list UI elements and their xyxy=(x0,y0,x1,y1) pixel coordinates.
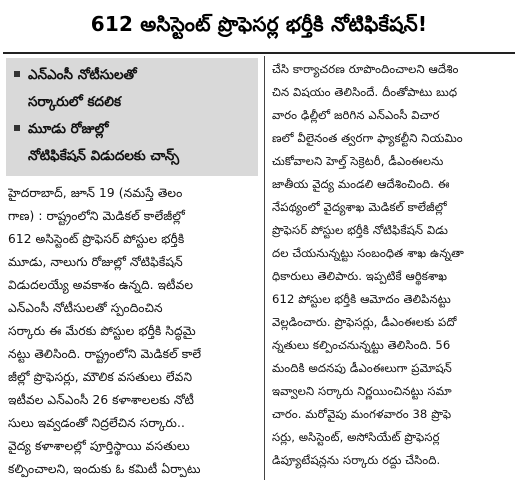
highlight-text xyxy=(28,116,179,170)
body-line: సులు ఇవ్వడంతో నిద్రలేచిన సర్కారు.. xyxy=(8,416,185,430)
right-column xyxy=(272,58,512,472)
body-line: చారం. మరోవైపు మంగళవారం 38 ప్రొఫె xyxy=(272,407,452,421)
highlight-line: సర్కారులో కదలిక xyxy=(28,94,122,110)
body-line: గాణ) : రాష్ట్రంలోని మెడికల్ కాలేజీల్లో xyxy=(8,209,185,223)
body-line: కల్పించాలని, ఇందుకు ఓ కమిటీ ఏర్పాటు xyxy=(8,462,201,476)
highlights-box xyxy=(6,58,258,176)
square-bullet-icon xyxy=(14,71,20,77)
left-column xyxy=(6,58,258,481)
body-line: వైద్య కళాశాలల్లో పూర్తిస్థాయి వసతులు xyxy=(8,439,190,453)
body-line: సర్కారు ఈ మేరకు పోస్టుల భర్తీకి సిద్ధమై xyxy=(8,324,196,338)
body-line: ఇటీవల ఎన్ఎంసీ 26 కళాశాలలకు నోటీ xyxy=(8,393,195,407)
body-line: విడుదలయ్యే అవకాశం ఉన్నది. ఇటీవల xyxy=(8,278,194,292)
body-line: హైదరాబాద్, జూన్ 19 (నమస్తే తెలం xyxy=(8,186,183,200)
body-line: మూడు, నాలుగు రోజుల్లో నోటిఫికేషన్ xyxy=(8,255,183,269)
article-headline: 612 అసిస్టెంట్ ప్రొఫెసర్ల భర్తీకి నోటిఫికేషన్! xyxy=(90,11,428,36)
body-line: నేపథ్యంలో వైద్యశాఖ మెడికల్ కాలేజీల్లో xyxy=(272,200,447,214)
body-line: వారం ఢిల్లీలో జరిగిన ఎన్ఎంసీ విచార xyxy=(272,108,440,122)
body-line: మందికి అదనపు డీఎంఈలుగా ప్రమోషన్ xyxy=(272,361,452,375)
body-line: దల చేయనున్నట్టు సంబంధిత శాఖ ఉన్నతా xyxy=(272,246,464,260)
body-line: చుకోవాలని హెల్త్ సెక్రెటరీ, డీఎంఈలను xyxy=(272,154,444,168)
body-line: డిప్యూటేషన్లను సర్కారు రద్దు చేసింది. xyxy=(272,453,441,467)
body-line: జీల్లో ప్రొఫెసర్లు, మౌలిక వసతులు లేవని xyxy=(8,370,193,384)
body-line: చిన విషయం తెలిసిందే. దీంతోపాటు బుధ xyxy=(272,85,458,99)
body-line: ఇవ్వాలని సర్కారు నిర్ణయించినట్టు సమా xyxy=(272,384,452,398)
body-line: 612 పోస్టుల భర్తీకి ఆమోదం తెలిపినట్టు xyxy=(272,292,451,306)
highlight-line: నోటిఫికేషన్ విడుదలకు చాన్స్ xyxy=(28,148,180,164)
highlight-item xyxy=(10,116,254,170)
body-line: వెల్లడించారు. ప్రొఫెసర్లు, డీఎంఈలకు పదో xyxy=(272,315,457,329)
square-bullet-icon xyxy=(14,125,20,131)
body-line: ఎన్ఎంసీ నోటీసులతో స్పందించిన xyxy=(8,301,163,315)
column-divider xyxy=(264,56,265,480)
body-line: ధికారులు తెలిపారు. ఇప్పటికే ఆర్థికశాఖ xyxy=(272,269,448,283)
body-line: జాతీయ వైద్య మండలి ఆదేశించింది. ఈ xyxy=(272,177,450,191)
highlight-item xyxy=(10,62,254,116)
left-body-text xyxy=(6,176,258,481)
highlight-line: మూడు రోజుల్లో xyxy=(28,121,109,137)
body-line: నట్టు తెలిసింది. రాష్ట్రంలోని మెడికల్ కాలే xyxy=(8,347,202,361)
body-line: న్నతులు కల్పించనున్నట్టు తెలిసింది. 56 xyxy=(272,338,451,352)
body-line: చేసి కార్యాచరణ రూపొందించాలని ఆదేశిం xyxy=(272,62,459,76)
body-line: ణలో వీలైనంత త్వరగా ఫ్యాకల్టీని నియమిం xyxy=(272,131,463,145)
body-line: సర్లు, అసిస్టెంట్, అసోసియేట్ ప్రొఫెసర్ల xyxy=(272,430,440,444)
body-line: ప్రొఫెసర్ పోస్టుల భర్తీకి నోటిఫికేషన్ విడు xyxy=(272,223,448,237)
highlight-line: ఎన్ఎంసీ నోటీసులతో xyxy=(28,67,137,83)
body-line: 612 అసిస్టెంట్ ప్రొఫెసర్ పోస్టుల భర్తీకి xyxy=(8,232,185,246)
highlight-text xyxy=(28,62,137,116)
headline-rule xyxy=(3,52,515,54)
